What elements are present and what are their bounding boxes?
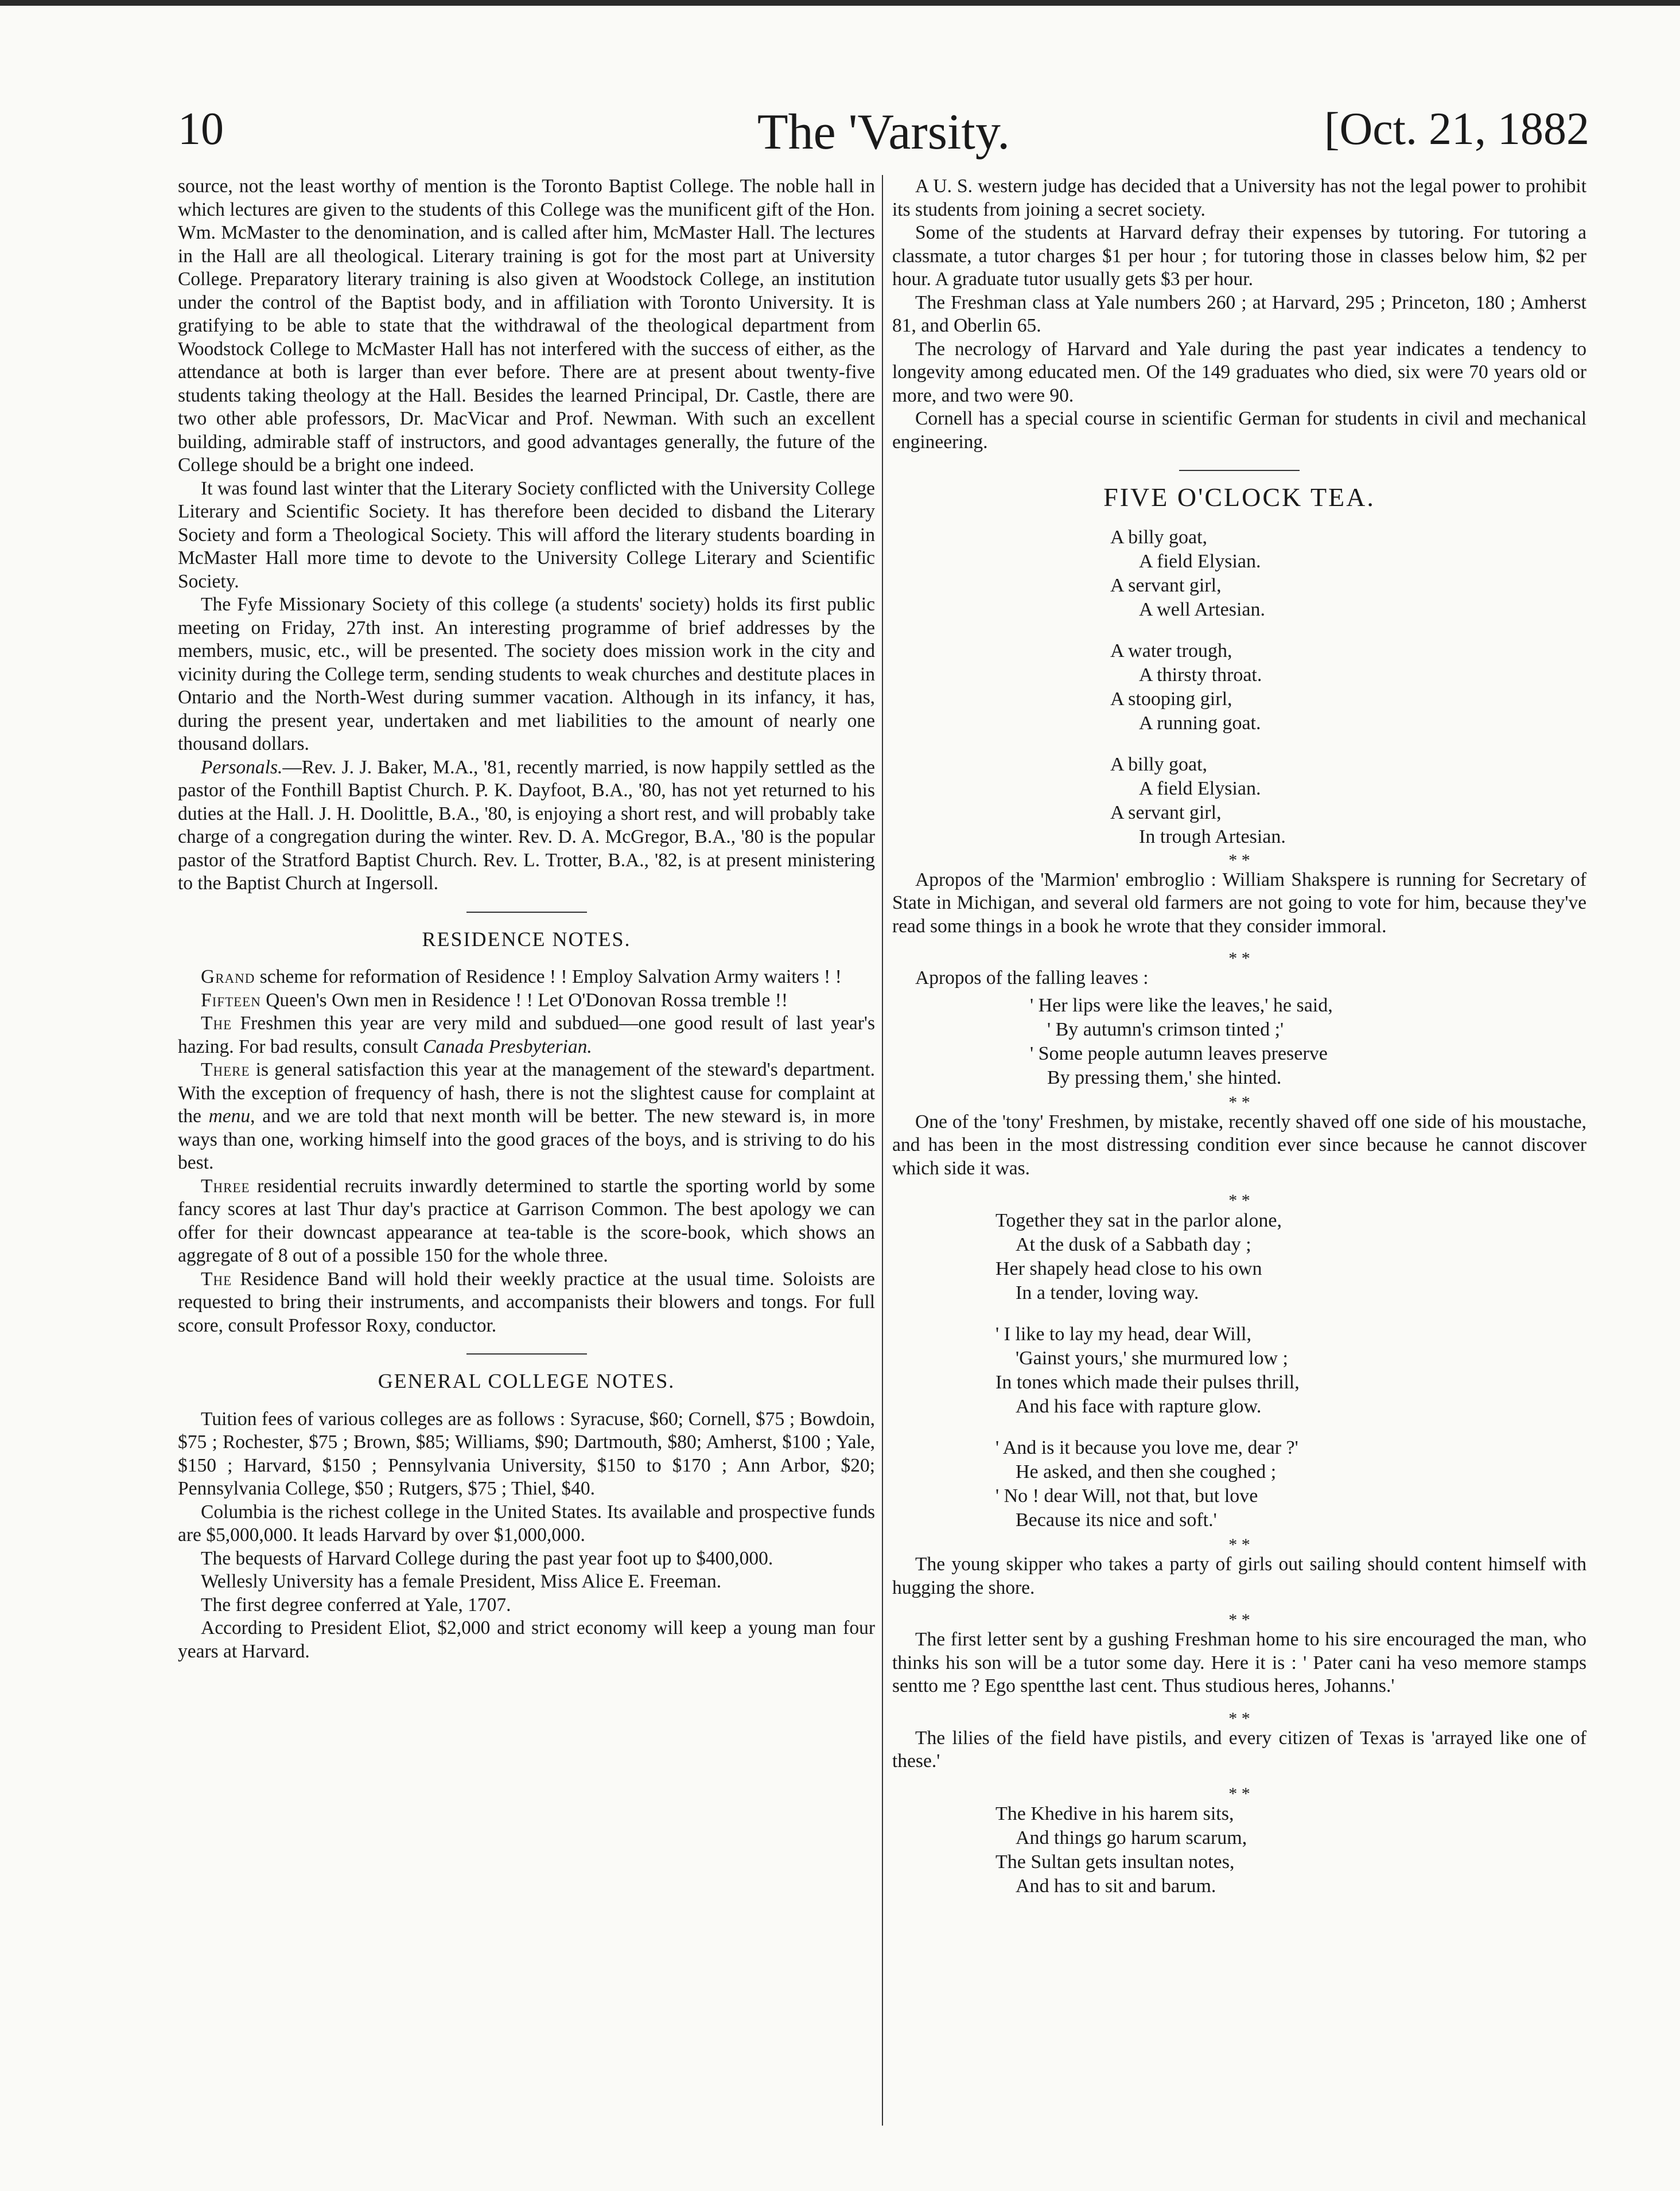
asterism: * * — [1228, 949, 1250, 968]
residence-note: Fifteen Queen's Own men in Residence ! ! Let O'Donovan Rossa tremble !! — [201, 989, 788, 1011]
jest-paragraph: Apropos of the falling leaves : — [915, 967, 1149, 989]
college-note: The bequests of Harvard College during the past year foot up to $400,000. — [201, 1547, 773, 1569]
college-note: The first degree conferred at Yale, 1707. — [201, 1594, 511, 1616]
asterism: * * — [1228, 1784, 1250, 1803]
college-note: Tuition fees of various colleges are as follows : Syracuse, $60; Cornell, $75 ; Bowdoin, $75 ; Rochester, $75 ; Brown, $85; Williams, $90; Dartmouth, $80; Amherst, $100 ; Yale, $150 ; Harvard, $150 ; Pennsylvania University, $150 to $170 ; Ann Arbor, $20; Pennsylvania College, $50 ; Rutgers, $75 ; Thiel, $40. — [178, 1408, 875, 1499]
residence-notes-heading: RESIDENCE NOTES. — [422, 927, 631, 951]
asterism: * * — [1228, 1709, 1250, 1728]
parlor-poem-verse: Together they sat in the parlor alone, At the dusk of a Sabbath day ; Her shapely head close to his own In a tender, loving way. — [995, 1210, 1282, 1303]
five-oclock-tea-heading: FIVE O'CLOCK TEA. — [1103, 482, 1375, 512]
issue-date: [Oct. 21, 1882 — [1324, 104, 1589, 154]
tea-poem-verse: A billy goat, A field Elysian. A servant girl, A well Artesian. — [1110, 526, 1266, 620]
section-rule — [1179, 470, 1300, 471]
asterism: * * — [1228, 1191, 1250, 1210]
left-column — [178, 175, 875, 1663]
khedive-poem: The Khedive in his harem sits, And things go harum scarum, The Sultan gets insultan notes, And has to sit and barum. — [995, 1803, 1247, 1897]
college-note: Wellesly University has a female President, Miss Alice E. Freeman. — [201, 1571, 722, 1592]
jest-paragraph: Apropos of the 'Marmion' embroglio : William Shakspere is running for Secretary of State in Michigan, and several old farmers are not going to vote for him, because they've read some things in a book he wrote that they consider immoral. — [892, 869, 1586, 937]
parlor-poem-verse: ' I like to lay my head, dear Will, 'Gainst yours,' she murmured low ; In tones which made their pulses thrill, And his face with rapture glow. — [995, 1324, 1300, 1417]
news-note: The Freshman class at Yale numbers 260 ; at Harvard, 295 ; Princeton, 180 ; Amherst 81, and Oberlin 65. — [892, 291, 1586, 336]
asterism: * * — [1228, 850, 1250, 870]
leaves-poem: ' Her lips were like the leaves,' he said, ' By autumn's crimson tinted ;' ' Some people autumn leaves preserve By pressing them,' she hinted. — [1030, 994, 1333, 1088]
news-note: Some of the students at Harvard defray their expenses by tutoring. For tutoring a classmate, a tutor charges $1 per hour ; for tutoring those in classes below him, $2 per hour. A graduate tutor usually gets $3 per hour. — [892, 222, 1586, 290]
parlor-poem-verse: ' And is it because you love me, dear ?' He asked, and then she coughed ; ' No ! dear Will, not that, but love Because its nice and soft.' — [995, 1437, 1298, 1531]
jest-paragraph: The lilies of the field have pistils, and every citizen of Texas is 'arrayed like one of these.' — [892, 1727, 1586, 1772]
article-paragraph: source, not the least worthy of mention is the Toronto Baptist College. The noble hall in which lectures are given to the students of this College was the munificent gift of the Hon. Wm. McMaster to the denomination, and is called after him, McMaster Hall. The lectures in the Hall are all theological. Literary training is got for the most part at University College. Preparatory literary training is also given at Woodstock College, an institution under the control of the Baptist body, and in affiliation with Toronto University. It is gratifying to be able to state that the withdrawal of the theological department from Woodstock College to McMaster Hall has not interfered with the success of either, as the attendance at both is larger than ever before. There are at present about twenty-five students taking theology at the Hall. Besides the learned Principal, Dr. Castle, there are two other able professors, Dr. MacVicar and Prof. Newman. With such an excellent building, admirable staff of instructors, and good advantages generally, the future of the College should be a bright one indeed. — [178, 176, 875, 476]
general-notes-heading: GENERAL COLLEGE NOTES. — [378, 1369, 675, 1392]
page-number: 10 — [178, 104, 224, 154]
tea-poem-verse: A billy goat, A field Elysian. A servant girl, In trough Artesian. — [1110, 753, 1286, 847]
news-note: The necrology of Harvard and Yale during the past year indicates a tendency to longevity among educated men. Of the 149 graduates who died, six were 70 years old or more, and two were 90. — [892, 338, 1586, 406]
section-rule — [466, 912, 587, 913]
jest-paragraph: The first letter sent by a gushing Freshman home to his sire encouraged the man, who thinks his son will be a tutor some day. Here it is : ' Pater cani ha veso memore stamps sentto me ? Ego spentthe last cent. Thus studious heres, Johanns.' — [892, 1629, 1586, 1696]
news-note: Cornell has a special course in scientific German for students in civil and mechanical engineering. — [892, 408, 1586, 453]
residence-note: Three residential recruits inwardly determined to startle the sporting world by some fancy scores at last Thur day's practice at Garrison Common. The best apology we can offer for their downcast appearance at tea-table is the score-book, which shows an aggregate of 8 out of a possible 150 for the whole three. — [178, 1175, 875, 1266]
column-divider — [882, 175, 883, 2126]
residence-note: The Freshmen this year are very mild and subdued—one good result of last year's hazing. For bad results, consult Canada Presbyterian. — [178, 1013, 875, 1057]
page-header — [178, 103, 1589, 166]
tea-poem-verse: A water trough, A thirsty throat. A stooping girl, A running goat. — [1110, 640, 1262, 734]
residence-note: Grand scheme for reformation of Residence ! ! Employ Salvation Army waiters ! ! — [201, 966, 842, 987]
college-note: Columbia is the richest college in the United States. Its available and prospective funds are $5,000,000. It leads Harvard by over $1,000,000. — [178, 1501, 875, 1546]
personals-lead: Personals. — [201, 756, 283, 778]
personals-text: —Rev. J. J. Baker, M.A., '81, recently married, is now happily settled as the pastor of the Fonthill Baptist Church. P. K. Dayfoot, B.A., '80, has not yet returned to his duties at the Hall. J. H. Doolittle, B.A., '80, is enjoying a short rest, and will probably take charge of a congregation during the winter. Rev. D. A. McGregor, B.A., '80 is the popular pastor of the Stratford Baptist Church. Rev. L. Trotter, B.A., '82, is at present ministering to the Baptist Church at Ingersoll. — [178, 756, 875, 894]
article-paragraph: The Fyfe Missionary Society of this college (a students' society) holds its first public meeting on Friday, 27th inst. An interesting programme of brief addresses by the members, music, etc., will be presented. The society does mission work in the city and vicinity during the College term, sending students to weak churches and destitute places in Ontario and the North-West during summer vacation. Although in its infancy, it has, during the present year, undertaken and met liabilities to the amount of nearly one thousand dollars. — [178, 594, 876, 754]
masthead-title: The 'Varsity. — [757, 104, 1010, 160]
page-top-edge — [0, 0, 1680, 6]
jest-paragraph: The young skipper who takes a party of girls out sailing should content himself with hugging the shore. — [892, 1554, 1586, 1598]
personals-paragraph — [178, 756, 875, 896]
jest-paragraph: One of the 'tony' Freshmen, by mistake, recently shaved off one side of his moustache, and has been in the most distressing condition ever since because he cannot discover which side it was. — [892, 1111, 1586, 1179]
asterism: * * — [1228, 1610, 1250, 1629]
residence-note: The Residence Band will hold their weekly practice at the usual time. Soloists are requested to bring their instruments, and accompanists their blowers and tongs. For full score, consult Professor Roxy, conductor. — [178, 1268, 875, 1336]
right-column — [892, 175, 1586, 1916]
asterism: * * — [1228, 1092, 1250, 1112]
section-rule — [466, 1353, 587, 1355]
news-note: A U. S. western judge has decided that a University has not the legal power to prohibit its students from joining a secret society. — [892, 176, 1586, 220]
residence-note: There is general satisfaction this year at the management of the steward's department. With the exception of frequency of hash, there is not the slightest cause for complaint at the menu, and we are told that next month will be better. The new steward is, in more ways than one, working himself into the good graces of the boys, and is striving to do his best. — [178, 1059, 875, 1173]
article-paragraph: It was found last winter that the Literary Society conflicted with the University College Literary and Scientific Society. It has therefore been decided to disband the Literary Society and form a Theological Society. This will afford the literary students boarding in McMaster Hall more time to devote to the University College Literary and Scientific Society. — [178, 477, 875, 592]
college-note: According to President Eliot, $2,000 and strict economy will keep a young man four years at Harvard. — [178, 1617, 875, 1662]
asterism: * * — [1228, 1535, 1250, 1554]
